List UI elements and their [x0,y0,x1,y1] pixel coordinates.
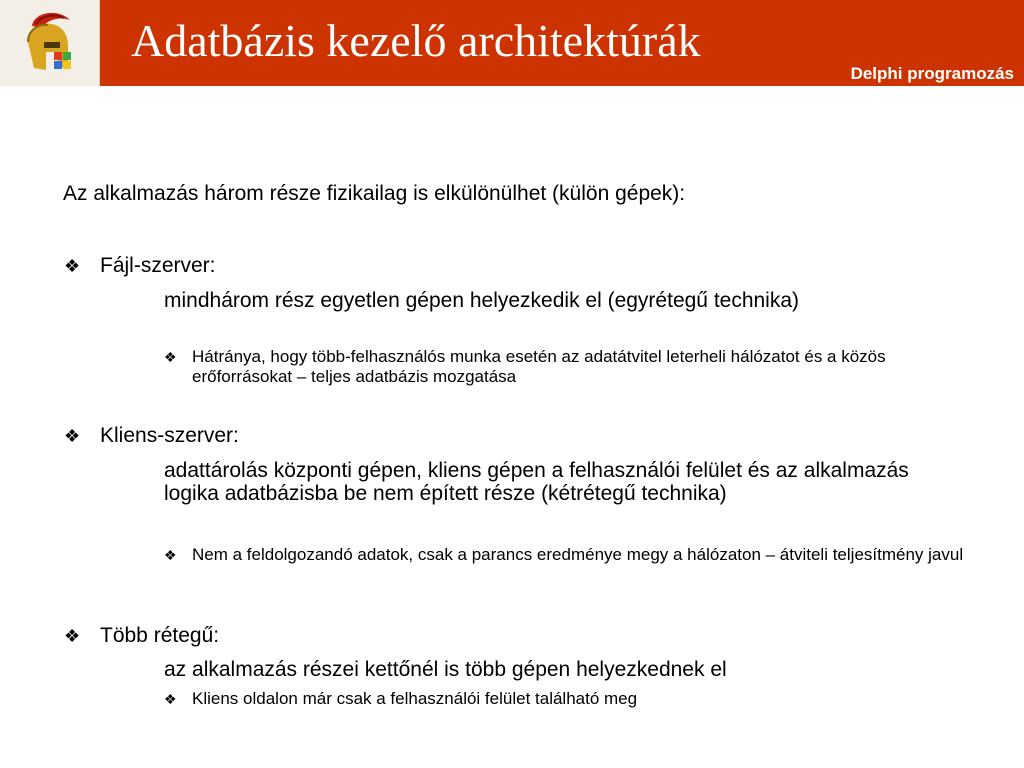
header-bar [0,0,1024,86]
section-heading-multi-tier [64,623,219,649]
diamond-bullet-icon: ❖ [164,349,177,365]
section-heading-label: Fájl-szerver: [100,254,216,277]
section-heading-client-server [64,423,239,449]
section-note-client-server [164,545,964,565]
slide-title: Adatbázis kezelő architektúrák [131,15,701,66]
diamond-bullet-icon: ❖ [164,547,177,563]
section-note-multi-tier [164,689,964,709]
diamond-bullet-icon: ❖ [64,426,81,446]
section-description-file-server: mindhárom rész egyetlen gépen helyezkedik el (egyrétegű technika) [164,289,800,312]
section-note-file-server [164,347,964,387]
section-heading-file-server [64,253,216,279]
diamond-bullet-icon: ❖ [64,256,81,276]
section-description-client-server: adattárolás központi gépen, kliens gépen a felhasználói felület és az alkalmazás logika adatbázisba be nem épített része (kétrétegű technika) [164,459,909,505]
section-note-label: Kliens oldalon már csak a felhasználói felület található meg [192,689,638,708]
section-note-label: Hátránya, hogy több-felhasználós munka esetén az adatátvitel leterheli hálózatot és a közös erőforrásokat – teljes adatbázis mozgatása [192,347,886,386]
diamond-bullet-icon: ❖ [164,691,177,707]
logo-box [0,0,100,86]
intro-text: Az alkalmazás három része fizikailag is elkülönülhet (külön gépek): [63,182,686,205]
section-heading-label: Kliens-szerver: [100,424,239,447]
course-subtitle: Delphi programozás [850,64,1014,83]
diamond-bullet-icon: ❖ [64,626,81,646]
spartan-helmet-windows-icon [18,8,82,76]
section-heading-label: Több rétegű: [100,624,220,647]
section-description-multi-tier: az alkalmazás részei kettőnél is több gépen helyezkednek el [164,658,727,681]
section-note-label: Nem a feldolgozandó adatok, csak a parancs eredménye megy a hálózaton – átviteli teljesítmény javul [192,545,964,564]
